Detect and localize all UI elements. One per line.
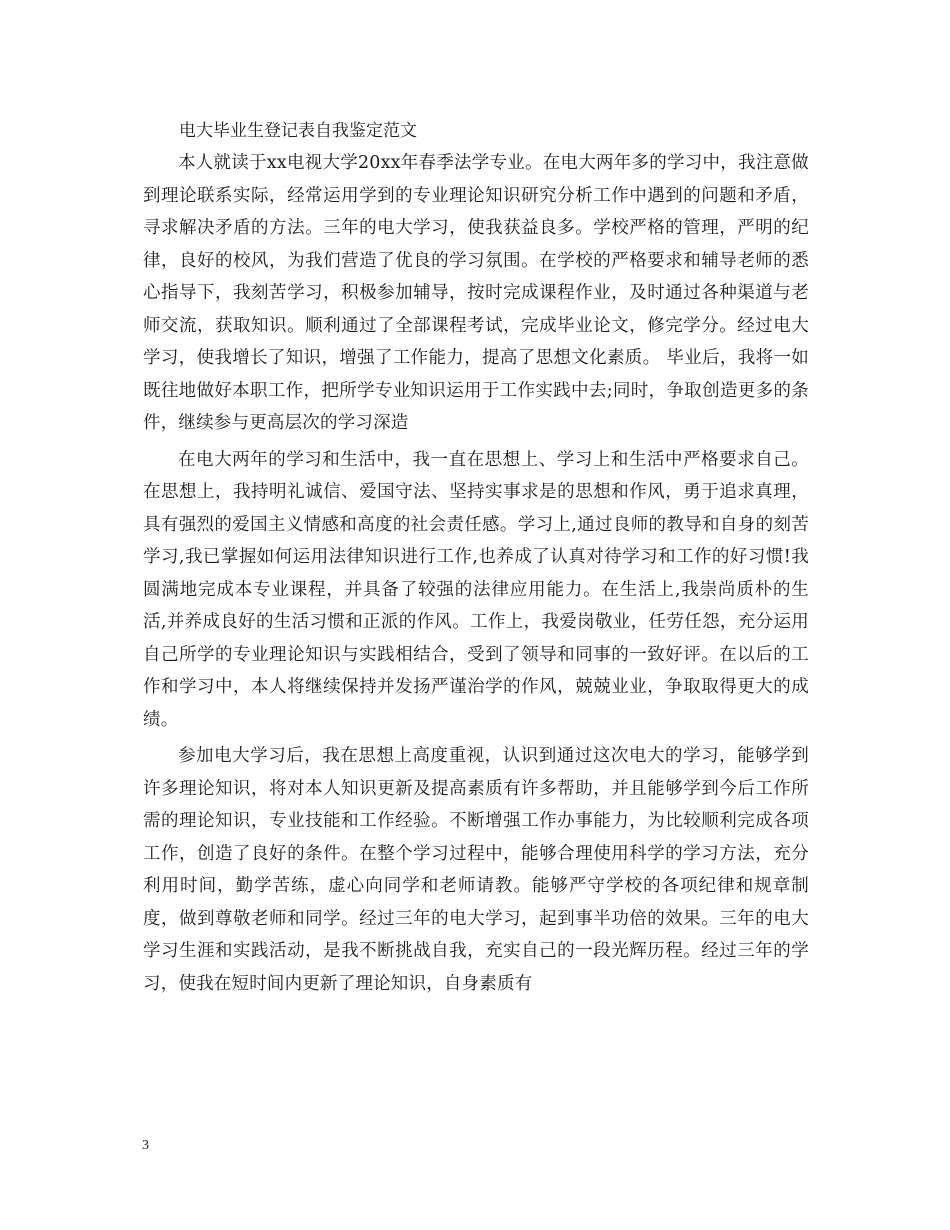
paragraph-learning-results: 参加电大学习后，我在思想上高度重视，认识到通过这次电大的学习，能够学到许多理论知识，将对本人知识更新及提高素质有许多帮助，并且能够学到今后工作所需的理论知识，专业技能和工作经验。不断增强工作办事能力，为比较顺利完成各项工作，创造了良好的条件。在整个学习过程中，能够合理使用科学的学习方法，充分利用时间，勤学苦练，虚心向同学和老师请教。能够严守学校的各项纪律和规章制度，做到尊敬老师和同学。经过三年的电大学习，起到事半功倍的效果。三年的电大学习生涯和实践活动，是我不断挑战自我，充实自己的一段光辉历程。经过三年的学习，使我在短时间内更新了理论知识，自身素质有 [143,746,809,994]
paragraph-study-summary: 本人就读于xx电视大学20xx年春季法学专业。在电大两年多的学习中，我注意做到理论联系实际，经常运用学到的专业理论知识研究分析工作中遇到的问题和矛盾，寻求解决矛盾的方法。三年的电大学习，使我获益良多。学校严格的管理，严明的纪律，良好的校风，为我们营造了优良的学习氛围。在学校的严格要求和辅导老师的悉心指导下，我刻苦学习，积极参加辅导，按时完成课程作业，及时通过各种渠道与老师交流，获取知识。顺利通过了全部课程考试，完成毕业论文，修完学分。经过电大学习，使我增长了知识，增强了工作能力，提高了思想文化素质。 毕业后，我将一如既往地做好本职工作，把所学专业知识运用于工作实践中去;同时，争取创造更多的条件，继续参与更高层次的学习深造 [143,153,809,433]
document-body [143,116,809,1000]
page-number: 3 [142,1138,149,1153]
document-title: 电大毕业生登记表自我鉴定范文 [179,121,417,141]
paragraph-conduct: 在电大两年的学习和生活中，我一直在思想上、学习上和生活中严格要求自己。 在思想上，我持明礼诚信、爱国守法、坚持实事求是的思想和作风，勇于追求真理，具有强烈的爱国主义情感和高度的社会责任感。学习上,通过良师的教导和自身的刻苦学习,我已掌握如何运用法律知识进行工作,也养成了认真对待学习和工作的好习惯!我圆满地完成本专业课程，并具备了较强的法律应用能力。在生活上,我崇尚质朴的生活,并养成良好的生活习惯和正派的作风。工作上，我爱岗敬业，任劳任怨，充分运用自己所学的专业理论知识与实践相结合，受到了领导和同事的一致好评。在以后的工作和学习中，本人将继续保持并发扬严谨治学的作风，兢兢业业，争取取得更大的成绩。 [143,449,809,730]
